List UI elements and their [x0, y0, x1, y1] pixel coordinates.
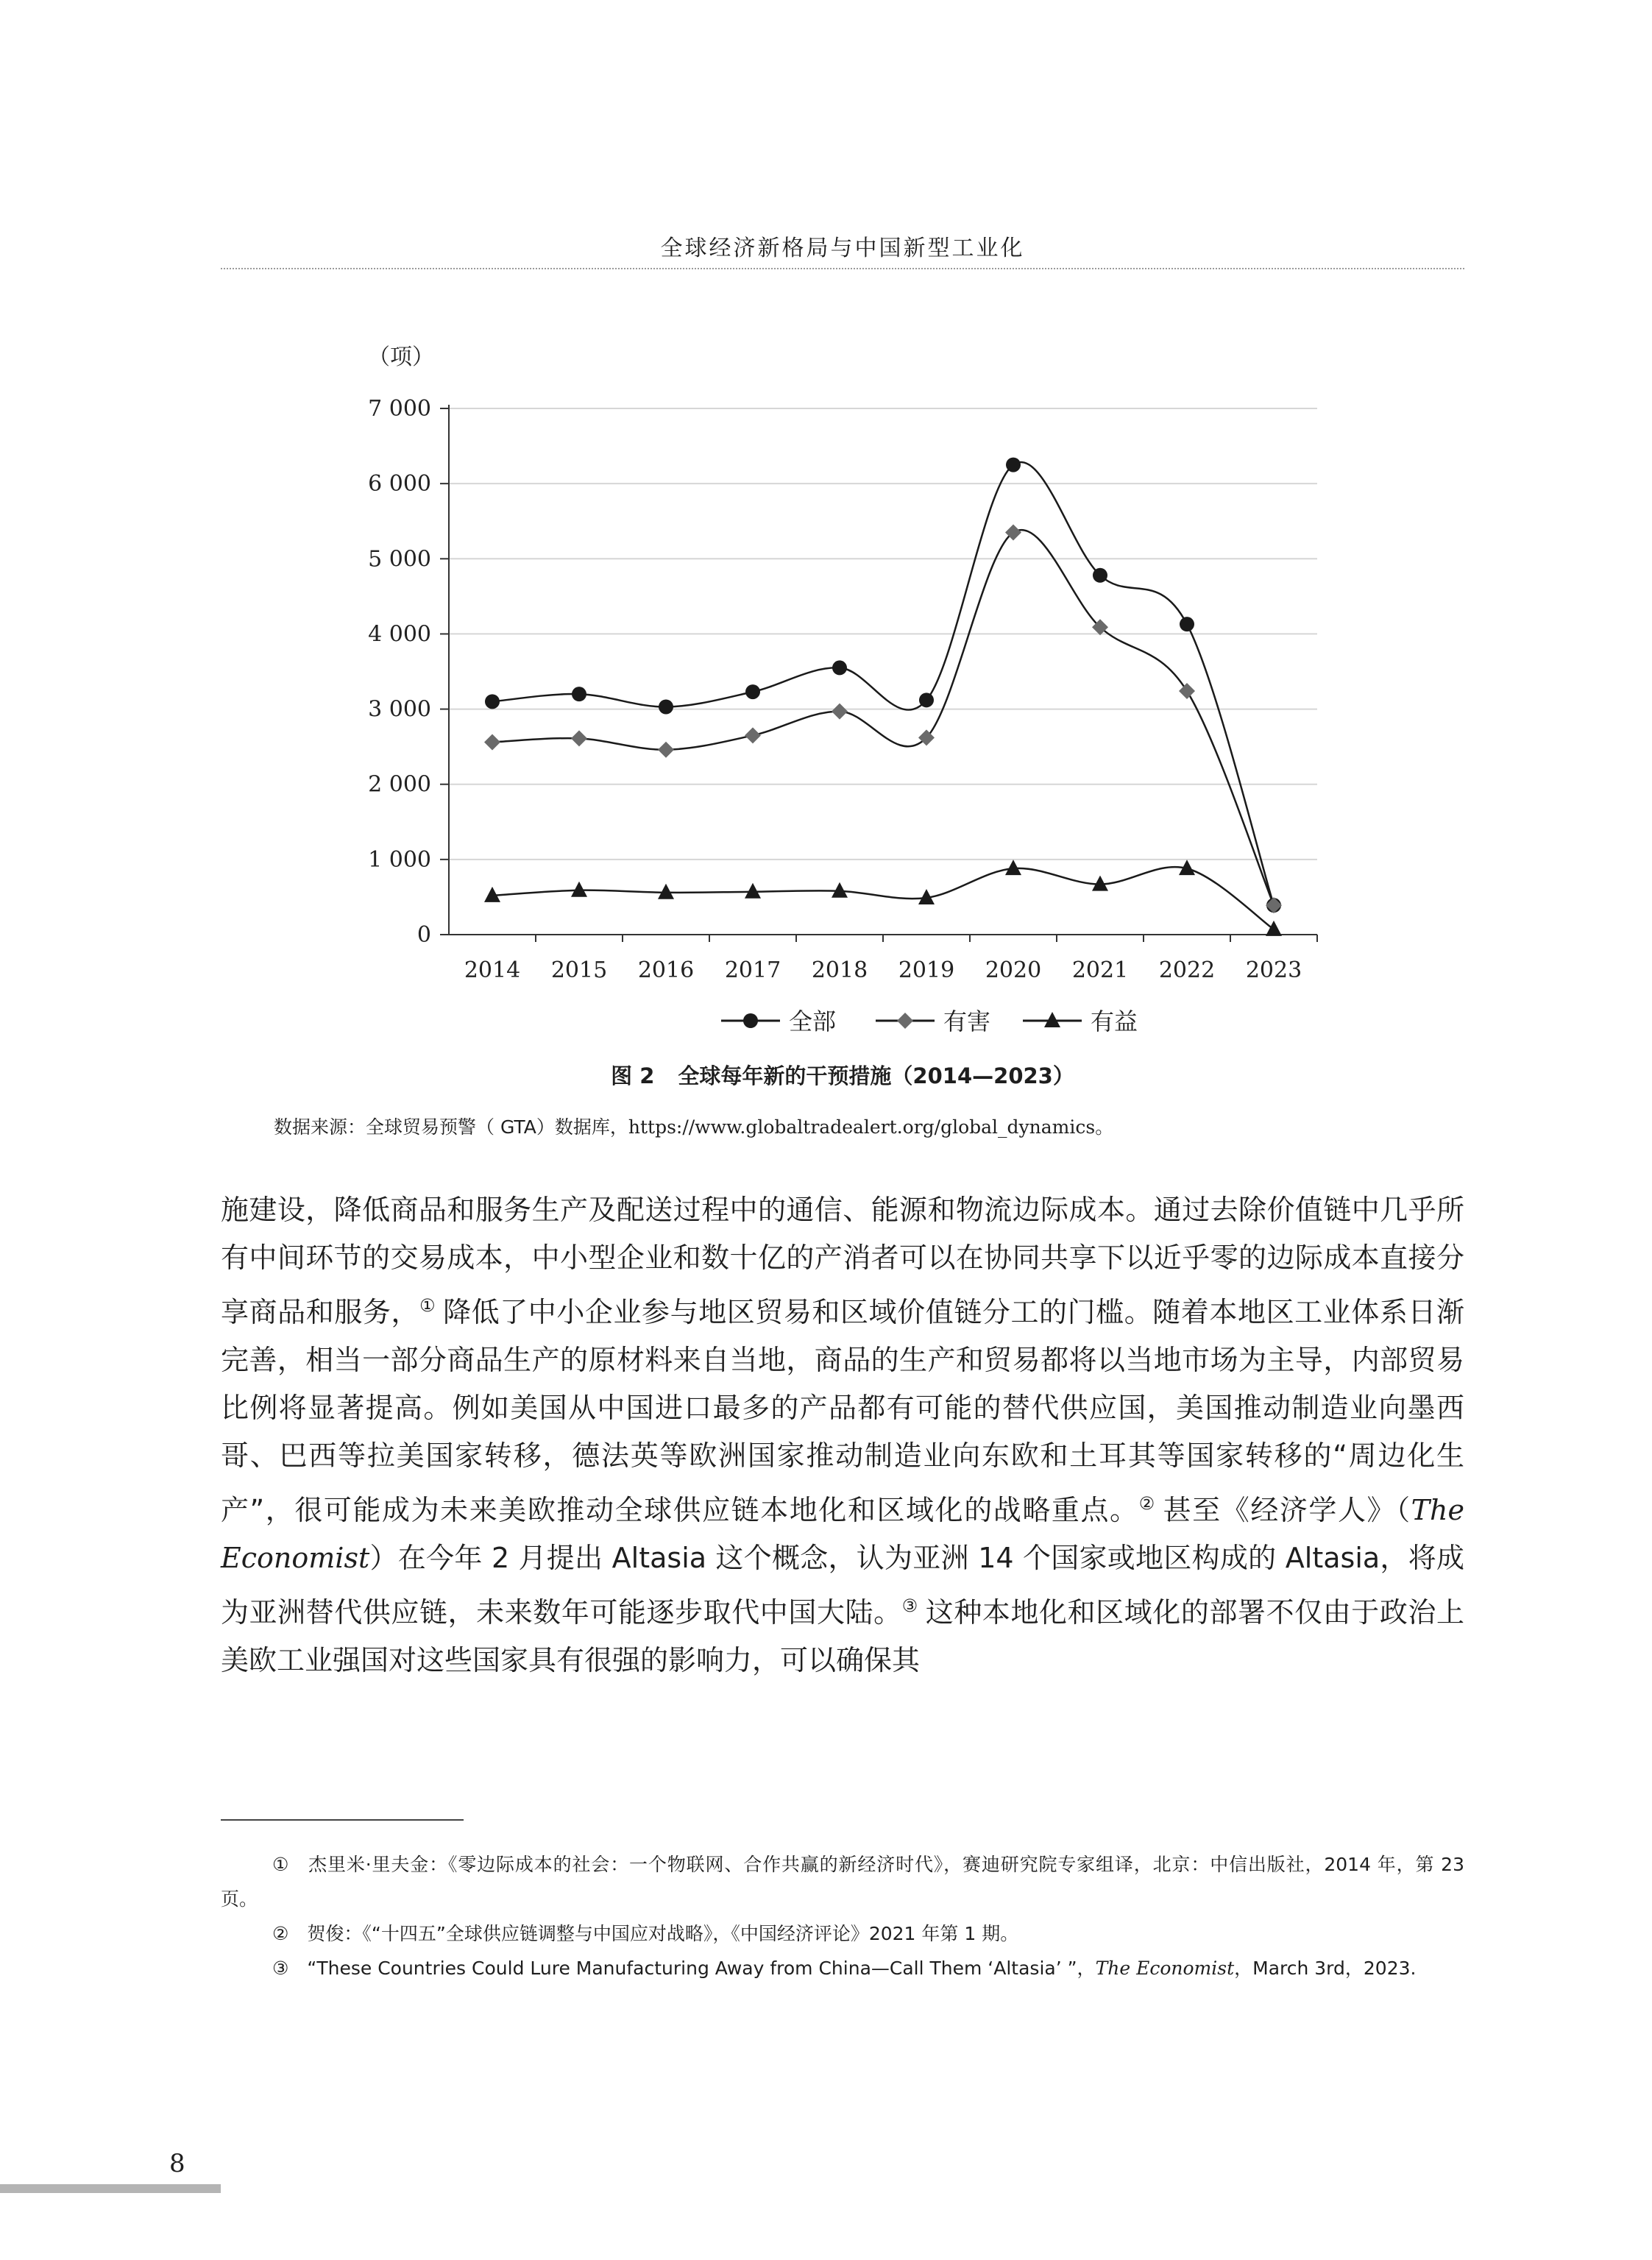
data-point: [658, 742, 674, 758]
legend-label: 有益: [1091, 1007, 1138, 1035]
x-tick-label: 2017: [724, 957, 781, 983]
data-point: [745, 883, 761, 899]
data-point: [832, 882, 848, 898]
data-point: [832, 660, 847, 675]
footnotes: [221, 1847, 1464, 1986]
x-tick-label: 2019: [898, 957, 955, 983]
header-rule: [221, 268, 1464, 269]
footnote-ref-2[interactable]: ②: [1138, 1493, 1156, 1514]
data-point: [1093, 568, 1107, 583]
legend-marker: [897, 1013, 913, 1029]
data-point: [484, 734, 500, 751]
y-axis-unit: （项）: [368, 344, 434, 370]
series-line-1: [492, 462, 1274, 905]
data-point: [485, 694, 500, 709]
footnote-ref-3[interactable]: ③: [901, 1595, 918, 1616]
data-point: [1179, 683, 1195, 699]
x-tick-label: 2016: [637, 957, 695, 983]
footnote-2: ② 贺俊：《“十四五”全球供应链调整与中国应对战略》，《中国经济评论》2021 年第 1 期。: [272, 1923, 1019, 1944]
body-text-4: ）在今年 2 月提出 Altasia 这个概念，认为亚洲 14 个国家或地区构成的 Altasia，将成为亚洲替代供应链，未来数年可能逐步取代中国大陆。: [221, 1542, 1464, 1629]
footnote-3-italic: The Economist: [1095, 1958, 1235, 1979]
data-point: [1266, 897, 1282, 913]
data-point: [832, 704, 848, 720]
source-label: 数据来源：全球贸易预警（ GTA）数据库，: [274, 1116, 628, 1138]
series-line-2: [492, 530, 1274, 905]
body-text-2: 降低了中小企业参与地区贸易和区域价值链分工的门槛。随着本地区工业体系日渐完善，相当一部分商品生产的原材料来自当地，商品的生产和贸易都将以当地市场为主导，内部贸易比例将显著提高。例如美国从中国进口最多的产品都有可能的替代供应国，美国推动制造业向墨西哥、巴西等拉美国家转移，德法英等欧洲国家推动制造业向东欧和土耳其等国家转移的“周边化生产”，很可能成为未来美欧推动全球供应链本地化和区域化的战略重点。: [221, 1296, 1464, 1526]
y-tick-label: 7 000: [368, 396, 431, 422]
data-point: [745, 684, 760, 699]
body-text-1: 施建设，降低商品和服务生产及配送过程中的通信、能源和物流边际成本。通过去除价值链中几乎所有中间环节的交易成本，中小型企业和数十亿的产消者可以在协同共享下以近乎零的边际成本直接分享商品和服务，: [221, 1194, 1464, 1328]
footnote-3: [221, 1951, 1464, 1986]
legend-label: 全部: [789, 1007, 837, 1035]
x-tick-label: 2023: [1245, 957, 1302, 983]
body-text-5: 这种本地化和区域化的部署不仅由于政治上美欧工业强国对这些国家具有很强的影响力，可以确保其: [221, 1596, 1464, 1676]
x-tick-label: 2020: [985, 957, 1042, 983]
figure-title: 全球每年新的干预措施（2014—2023）: [678, 1063, 1074, 1088]
y-tick-label: 0: [416, 922, 431, 948]
chart-legend: [721, 1007, 1138, 1035]
x-tick-label: 2015: [550, 957, 608, 983]
data-point: [658, 884, 674, 899]
y-tick-label: 6 000: [368, 471, 431, 497]
body-text-3: 甚至《经济学人》（: [1163, 1494, 1411, 1526]
body-italic-title: The Economist: [221, 1494, 1464, 1574]
footnote-3-tail: ，March 3rd，2023.: [1234, 1958, 1417, 1979]
chart-gridlines: [449, 408, 1317, 860]
footnote-rule: [221, 1819, 464, 1821]
y-tick-label: 1 000: [368, 846, 431, 873]
footnote-3-text: ③ “These Countries Could Lure Manufacturing Away from China—Call Them ‘Altasia’ ”，: [272, 1958, 1096, 1979]
data-point: [571, 730, 587, 746]
x-tick-label: 2018: [811, 957, 868, 983]
data-point: [1006, 458, 1021, 472]
footnote-ref-1[interactable]: ①: [419, 1295, 436, 1316]
body-paragraph: [221, 1186, 1464, 1685]
series-line-3: [492, 867, 1274, 929]
source-url: https://www.globaltradealert.org/global_dynamics。: [628, 1116, 1114, 1138]
running-head: 全球经济新格局与中国新型工业化: [660, 235, 1025, 261]
footnote-1: ① 杰里米·里夫金：《零边际成本的社会：一个物联网、合作共赢的新经济时代》，赛迪研究院专家组译，北京：中信出版社，2014 年，第 23 页。: [221, 1854, 1464, 1910]
data-point: [1180, 617, 1194, 631]
legend-label: 有害: [943, 1007, 991, 1035]
figure-number: 图 2: [611, 1063, 655, 1088]
page-edge-bar: [0, 2184, 221, 2193]
data-point: [659, 700, 673, 715]
y-tick-label: 4 000: [368, 621, 431, 648]
y-tick-label: 2 000: [368, 771, 431, 798]
data-point: [571, 882, 587, 897]
page-number: 8: [169, 2149, 185, 2178]
line-chart: [338, 324, 1354, 1052]
data-point: [572, 687, 586, 701]
figure-source: [274, 1113, 1113, 1139]
x-tick-label: 2022: [1158, 957, 1216, 983]
data-point: [1266, 921, 1282, 936]
legend-marker: [743, 1013, 758, 1028]
x-tick-label: 2014: [464, 957, 521, 983]
chart-series: [484, 458, 1282, 936]
figure-caption: [221, 1060, 1464, 1090]
y-tick-label: 5 000: [368, 546, 431, 573]
data-point: [745, 727, 761, 743]
x-tick-label: 2021: [1071, 957, 1129, 983]
y-tick-label: 3 000: [368, 696, 431, 723]
data-point: [919, 692, 934, 707]
